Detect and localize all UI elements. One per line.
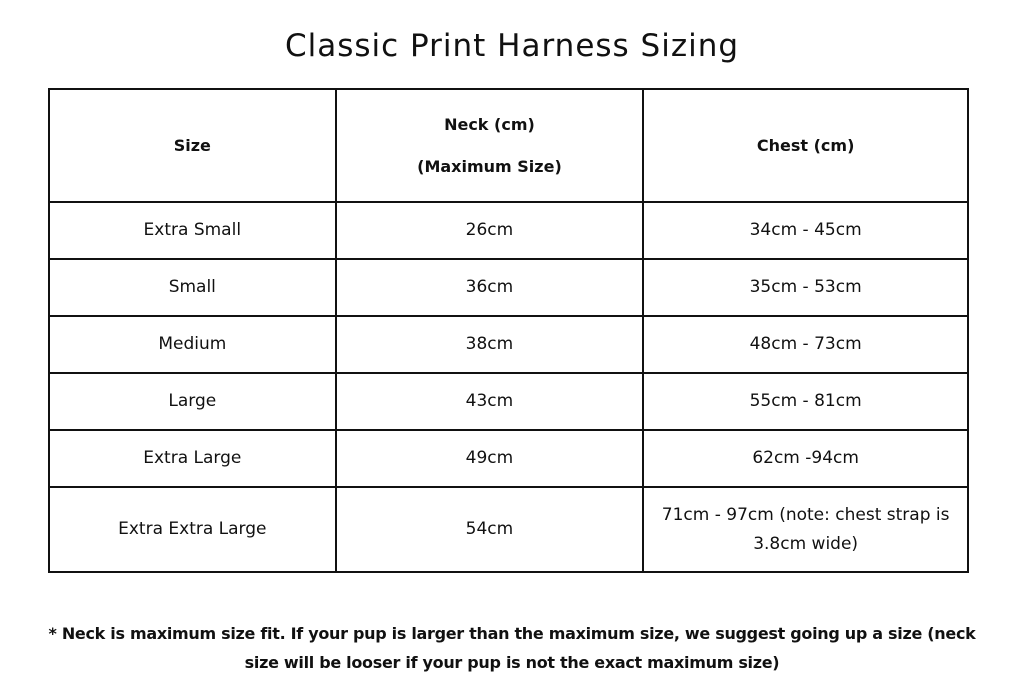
cell-neck: 26cm <box>336 202 644 259</box>
cell-chest: 55cm - 81cm <box>643 373 968 430</box>
table-row <box>49 316 968 373</box>
header-neck <box>336 89 644 202</box>
header-chest: Chest (cm) <box>643 89 968 202</box>
cell-neck: 54cm <box>336 487 644 572</box>
cell-size: Small <box>49 259 336 316</box>
cell-chest: 62cm -94cm <box>643 430 968 487</box>
cell-size: Extra Large <box>49 430 336 487</box>
cell-chest: 48cm - 73cm <box>643 316 968 373</box>
cell-neck: 49cm <box>336 430 644 487</box>
cell-size: Medium <box>49 316 336 373</box>
footnote: * Neck is maximum size fit. If your pup is larger than the maximum size, we suggest going up a size (neck size will be looser if your pup is not the exact maximum size) <box>48 624 976 672</box>
table-row <box>49 202 968 259</box>
cell-size: Large <box>49 373 336 430</box>
table-row <box>49 373 968 430</box>
cell-neck: 38cm <box>336 316 644 373</box>
cell-neck: 43cm <box>336 373 644 430</box>
table-header-row <box>49 89 968 202</box>
header-neck-sublabel: (Maximum Size) <box>417 157 562 176</box>
sizing-table <box>48 88 969 573</box>
header-size: Size <box>49 89 336 202</box>
cell-chest: 35cm - 53cm <box>643 259 968 316</box>
cell-chest: 34cm - 45cm <box>643 202 968 259</box>
page-title: Classic Print Harness Sizing <box>284 28 740 64</box>
table-row <box>49 259 968 316</box>
cell-neck: 36cm <box>336 259 644 316</box>
table-row <box>49 430 968 487</box>
header-neck-label: Neck (cm) <box>444 115 535 134</box>
cell-size: Extra Small <box>49 202 336 259</box>
table-row <box>49 487 968 572</box>
cell-chest: 71cm - 97cm (note: chest strap is 3.8cm wide) <box>643 487 968 572</box>
cell-size: Extra Extra Large <box>49 487 336 572</box>
